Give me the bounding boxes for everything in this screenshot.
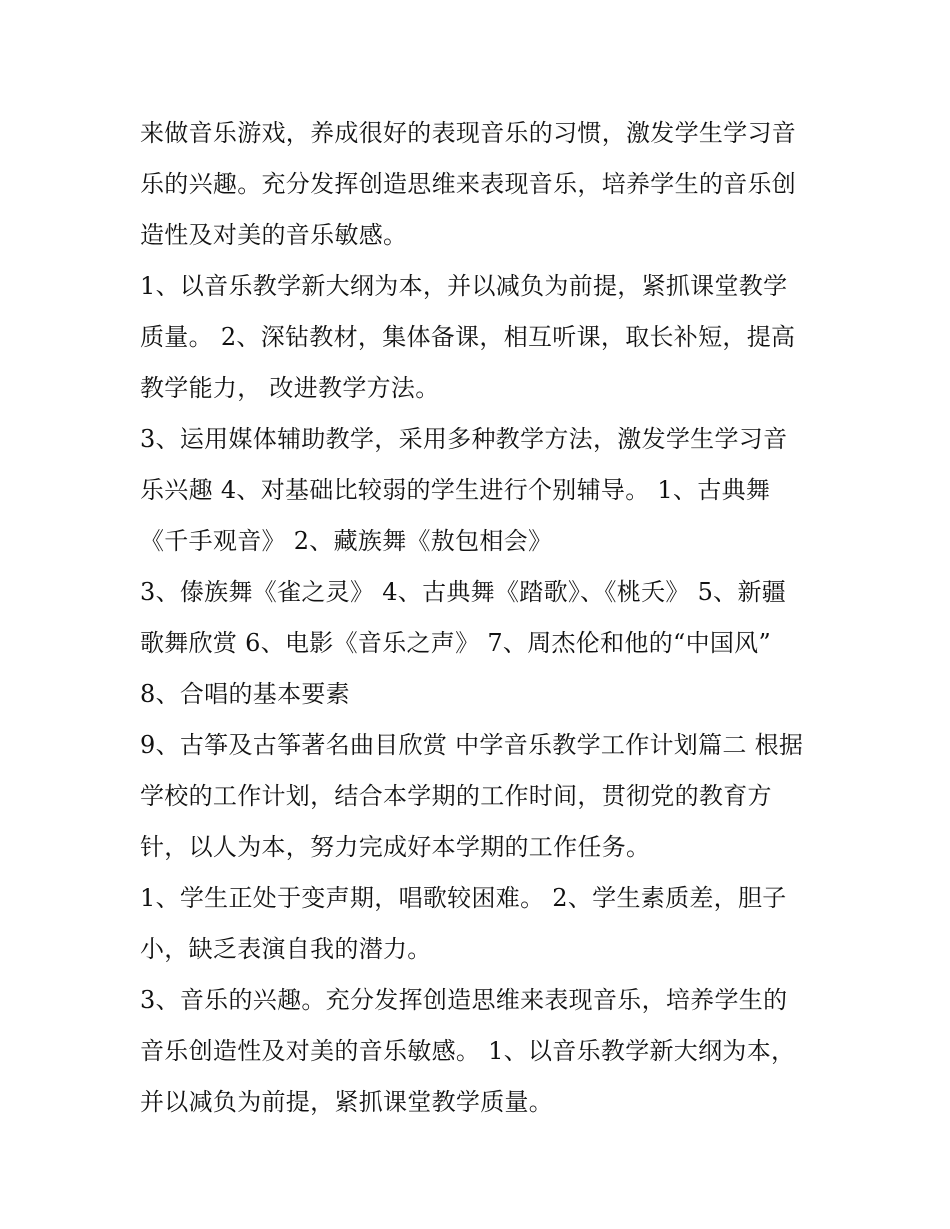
text-line: 音乐创造性及对美的音乐敏感。 1、以音乐教学新大纲为本， <box>140 1037 796 1065</box>
text-line: 来做音乐游戏，养成很好的表现音乐的习惯，激发学生学习音 <box>140 119 797 147</box>
paragraph-4 <box>140 567 820 669</box>
text-line: 教学能力， 改进教学方法。 <box>140 374 440 402</box>
text-line: 针，以人为本，努力完成好本学期的工作任务。 <box>140 833 651 861</box>
paragraph-8 <box>140 975 820 1128</box>
text-line: 造性及对美的音乐敏感。 <box>140 221 408 249</box>
text-line: 歌舞欣赏 6、电影《音乐之声》 7、周杰伦和他的“中国风” <box>140 629 772 657</box>
text-line: 《千手观音》 2、藏族舞《敖包相会》 <box>140 527 553 555</box>
text-line: 并以减负为前提，紧抓课堂教学质量。 <box>140 1088 554 1116</box>
text-line: 乐兴趣 4、对基础比较弱的学生进行个别辅导。 1、古典舞 <box>140 476 771 504</box>
text-line: 1、学生正处于变声期，唱歌较困难。 2、学生素质差，胆子 <box>140 884 787 912</box>
text-line: 3、运用媒体辅助教学，采用多种教学方法，激发学生学习音 <box>140 425 788 453</box>
text-line: 3、音乐的兴趣。充分发挥创造思维来表现音乐，培养学生的 <box>140 986 788 1014</box>
paragraph-1 <box>140 108 820 261</box>
paragraph-5 <box>140 669 820 720</box>
paragraph-6 <box>140 720 820 873</box>
text-line: 乐的兴趣。充分发挥创造思维来表现音乐，培养学生的音乐创 <box>140 170 797 198</box>
text-line: 1、以音乐教学新大纲为本，并以减负为前提，紧抓课堂教学 <box>140 272 788 300</box>
paragraph-2 <box>140 261 820 414</box>
text-line: 3、傣族舞《雀之灵》 4、古典舞《踏歌》、《桃夭》 5、新疆 <box>140 578 787 606</box>
text-line: 小，缺乏表演自我的潜力。 <box>140 935 432 963</box>
paragraph-7 <box>140 873 820 975</box>
paragraph-3 <box>140 414 820 567</box>
text-line: 8、合唱的基本要素 <box>140 680 350 708</box>
text-line: 质量。 2、深钻教材，集体备课，相互听课，取长补短，提高 <box>140 323 796 351</box>
document-body <box>140 108 820 1128</box>
text-line: 学校的工作计划，结合本学期的工作时间，贯彻党的教育方 <box>140 782 772 810</box>
text-line: 9、古筝及古筝著名曲目欣赏 中学音乐教学工作计划篇二 根据 <box>140 731 804 759</box>
